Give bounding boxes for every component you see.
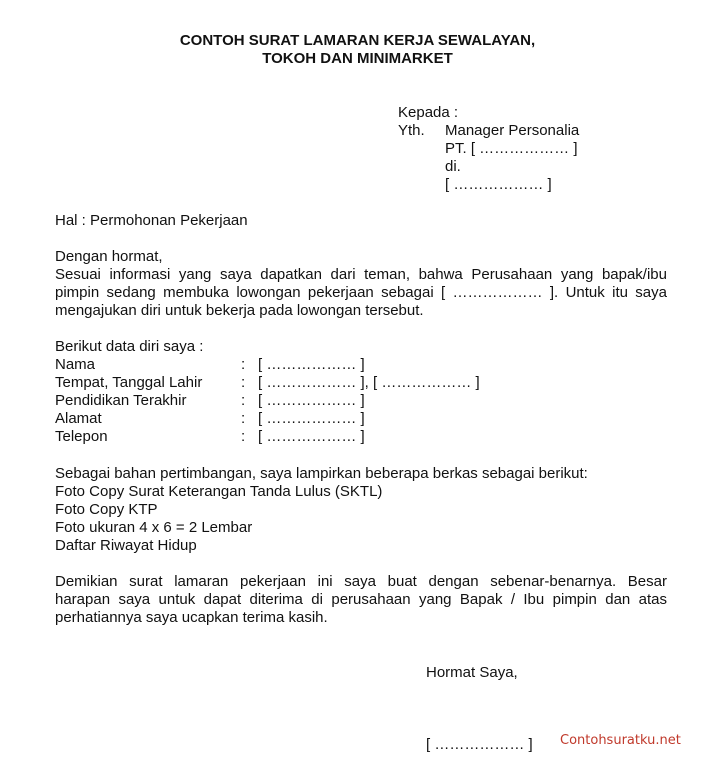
closing-line-1: Demikian surat lamaran pekerjaan ini saya buat dengan sebenar-benarnya. Besar: [55, 573, 667, 590]
attachment-item: Foto ukuran 4 x 6 = 2 Lembar: [55, 519, 253, 536]
personal-value-nama: [ ……………… ]: [258, 356, 365, 373]
personal-value-telepon: [ ……………… ]: [258, 428, 365, 445]
closing-line-3: perhatiannya saya ucapkan terima kasih.: [55, 609, 328, 626]
addressee-recipient: Manager Personalia: [445, 122, 580, 139]
personal-label-ttl: Tempat, Tanggal Lahir: [55, 374, 203, 391]
title-line-2: TOKOH DAN MINIMARKET: [262, 50, 453, 67]
personal-heading: Berikut data diri saya :: [55, 338, 204, 355]
signature-name: [ ……………… ]: [426, 736, 533, 753]
letter-subject: Hal : Permohonan Pekerjaan: [55, 212, 248, 229]
addressee-kepada: Kepada :: [398, 104, 459, 121]
intro-line-3: mengajukan diri untuk bekerja pada lowongan tersebut.: [55, 302, 424, 319]
closing-paragraph: [55, 573, 667, 627]
personal-sep: :: [241, 374, 246, 391]
personal-label-pendidikan: Pendidikan Terakhir: [55, 392, 187, 409]
personal-value-ttl: [ ……………… ], [ ……………… ]: [258, 374, 480, 391]
attachment-item: Daftar Riwayat Hidup: [55, 537, 197, 554]
personal-sep: :: [241, 428, 246, 445]
personal-value-alamat: [ ……………… ]: [258, 410, 365, 427]
personal-label-telepon: Telepon: [55, 428, 108, 445]
personal-sep: :: [241, 410, 246, 427]
personal-label-nama: Nama: [55, 356, 96, 373]
title-line-1: CONTOH SURAT LAMARAN KERJA SEWALAYAN,: [179, 32, 536, 49]
personal-label-alamat: Alamat: [55, 410, 102, 427]
addressee-yth: Yth.: [398, 122, 425, 139]
addressee-company: PT. [ ……………… ]: [445, 140, 578, 157]
letter-title: [0, 32, 715, 68]
intro-line-2: pimpin sedang membuka lowongan pekerjaan sebagai [ ……………… ]. Untuk itu saya: [55, 284, 667, 301]
personal-sep: :: [241, 356, 246, 373]
intro-paragraph: [55, 266, 667, 320]
signature-salutation: Hormat Saya,: [426, 664, 518, 681]
attachment-item: Foto Copy KTP: [55, 501, 158, 518]
closing-line-2: harapan saya untuk dapat diterima di perusahaan yang Bapak / Ibu pimpin dan atas: [55, 591, 667, 608]
intro-line-1: Sesuai informasi yang saya dapatkan dari teman, bahwa Perusahaan yang bapak/ibu: [55, 266, 667, 283]
addressee-place: [ ……………… ]: [445, 176, 552, 193]
personal-value-pendidikan: [ ……………… ]: [258, 392, 365, 409]
addressee-di: di.: [445, 158, 461, 175]
letter-greeting: Dengan hormat,: [55, 248, 163, 265]
personal-sep: :: [241, 392, 246, 409]
attachment-item: Foto Copy Surat Keterangan Tanda Lulus (SKTL): [55, 483, 383, 500]
attachments-heading: Sebagai bahan pertimbangan, saya lampirkan beberapa berkas sebagai berikut:: [55, 465, 588, 482]
watermark-text: Contohsuratku.net: [560, 733, 681, 748]
